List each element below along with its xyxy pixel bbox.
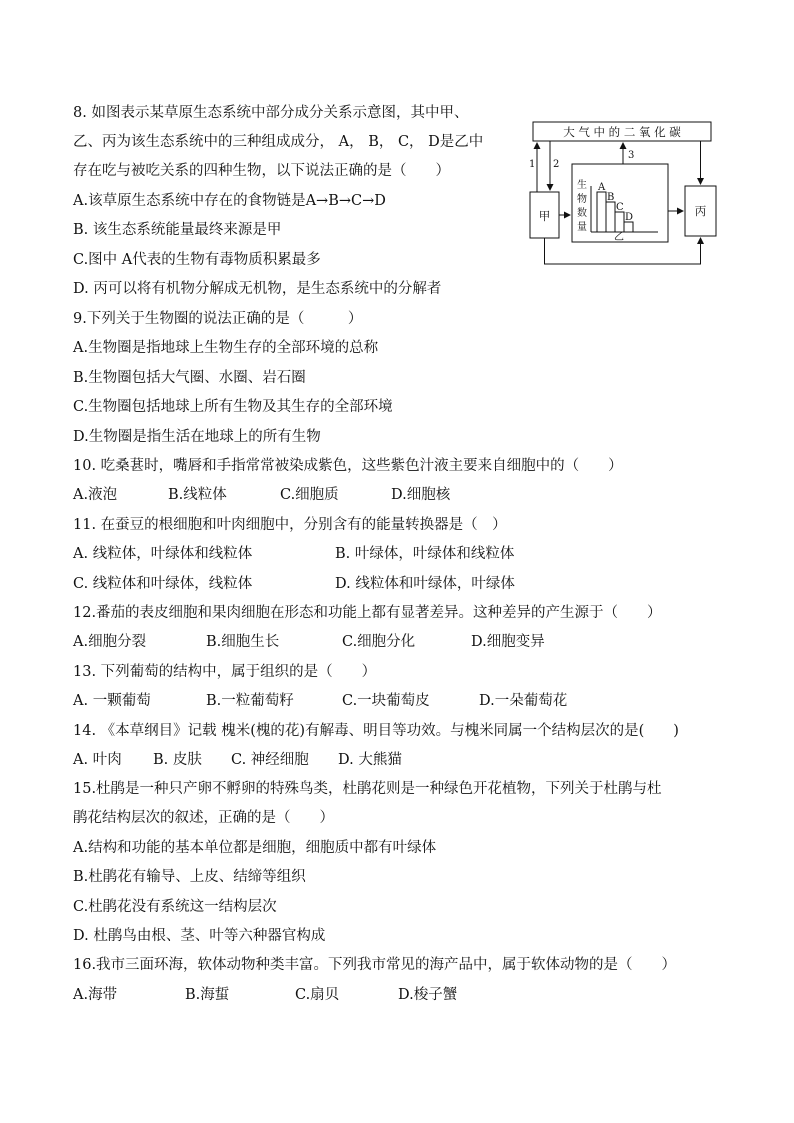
q13-option-a: A. 一颗葡萄 <box>73 693 151 709</box>
q14-option-c: C. 神经细胞 <box>231 752 309 768</box>
arrow-3-num: 3 <box>628 150 635 161</box>
bar-D <box>624 222 633 232</box>
q14-option-d: D. 大熊猫 <box>338 752 402 768</box>
q12-option-a: A.细胞分裂 <box>73 634 147 650</box>
q13-option-c: C.一块葡萄皮 <box>342 693 430 709</box>
q15-stem-line-1: 15.杜鹃是一种只产卵不孵卵的特殊鸟类，杜鹃花则是一种绿色开花植物，下列关于杜鹃与杜 <box>73 781 662 797</box>
q10-stem: 10. 吃桑葚时，嘴唇和手指常常被染成紫色，这些紫色汁液主要来自细胞中的（ ） <box>73 458 623 474</box>
q11-option-c: C. 线粒体和叶绿体，线粒体 <box>73 576 253 592</box>
q16-option-a: A.海带 <box>73 987 118 1003</box>
ylabel-char-3: 数 <box>577 208 587 219</box>
q13-option-b: B.一粒葡萄籽 <box>206 693 294 709</box>
q9-option-a: A.生物圈是指地球上生物生存的全部环境的总称 <box>73 340 379 356</box>
bing-label: 丙 <box>694 204 707 218</box>
q16-option-b: B.海蜇 <box>185 987 230 1003</box>
bar-label-A: A <box>598 182 606 193</box>
ylabel-char-4: 量 <box>577 222 587 233</box>
q8-option-b: B. 该生态系统能量最终来源是甲 <box>73 222 282 238</box>
ecosystem-diagram <box>520 118 720 270</box>
q16-option-c: C.扇贝 <box>295 987 340 1003</box>
q16-option-d: D.梭子蟹 <box>398 987 458 1003</box>
bar-label-D: D <box>625 212 634 223</box>
q8-stem-line-1: 8. 如图表示某草原生态系统中部分成分关系示意图，其中甲、 <box>73 105 469 121</box>
q15-stem-line-2: 鹃花结构层次的叙述，正确的是（ ） <box>73 810 334 826</box>
q16-stem: 16.我市三面环海，软体动物种类丰富。下列我市常见的海产品中，属于软体动物的是（ ） <box>73 957 677 973</box>
co2-label: 大 气 中 的 二 氧 化 碳 <box>563 125 681 139</box>
q11-option-a: A. 线粒体，叶绿体和线粒体 <box>73 546 253 562</box>
q8-option-c: C.图中 A代表的生物有毒物质积累最多 <box>73 252 321 268</box>
q11-option-b: B. 叶绿体，叶绿体和线粒体 <box>335 546 515 562</box>
arrow-1-num: 1 <box>529 159 536 170</box>
q10-option-a: A.液泡 <box>73 487 118 503</box>
q9-option-b: B.生物圈包括大气圈、水圈、岩石圈 <box>73 370 306 386</box>
q10-option-b: B.线粒体 <box>168 487 227 503</box>
q9-option-c: C.生物圈包括地球上所有生物及其生存的全部环境 <box>73 399 393 415</box>
bar-label-B: B <box>607 192 615 203</box>
ylabel-char-1: 生 <box>577 180 587 191</box>
q13-stem: 13. 下列葡萄的结构中，属于组织的是（ ） <box>73 664 377 680</box>
bar-C <box>615 212 624 232</box>
q12-option-d: D.细胞变异 <box>471 634 545 650</box>
q15-option-d: D. 杜鹃鸟由根、茎、叶等六种器官构成 <box>73 928 326 944</box>
q14-option-a: A. 叶肉 <box>73 752 122 768</box>
q10-option-c: C.细胞质 <box>280 487 339 503</box>
q13-option-d: D.一朵葡萄花 <box>479 693 568 709</box>
q11-option-d: D. 线粒体和叶绿体，叶绿体 <box>335 576 515 592</box>
q12-option-b: B.细胞生长 <box>206 634 280 650</box>
bar-A <box>597 192 606 232</box>
q14-stem: 14. 《本草纲目》记载 槐米(槐的花)有解毒、明目等功效。与槐米同属一个结构层次的是( ) <box>73 723 679 739</box>
q12-option-c: C.细胞分化 <box>342 634 416 650</box>
q15-option-c: C.杜鹃花没有系统这一结构层次 <box>73 899 277 915</box>
q8-stem-line-2: 乙、丙为该生态系统中的三种组成成分， A， B， C， D是乙中 <box>73 134 484 150</box>
q14-option-b: B. 皮肤 <box>153 752 202 768</box>
q15-option-a: A.结构和功能的基本单位都是细胞，细胞质中都有叶绿体 <box>73 840 437 856</box>
q8-option-a: A.该草原生态系统中存在的食物链是A→B→C→D <box>73 193 386 209</box>
q9-option-d: D.生物圈是指生活在地球上的所有生物 <box>73 429 321 445</box>
q11-stem: 11. 在蚕豆的根细胞和叶肉细胞中，分别含有的能量转换器是（ ） <box>73 517 507 533</box>
q9-stem: 9.下列关于生物圈的说法正确的是（ ） <box>73 311 363 327</box>
yi-label: 乙 <box>614 232 624 243</box>
arrow-2-num: 2 <box>553 159 560 170</box>
bar-label-C: C <box>616 202 624 213</box>
jia-label: 甲 <box>538 209 551 223</box>
q8-option-d: D. 丙可以将有机物分解成无机物，是生态系统中的分解者 <box>73 281 442 297</box>
q12-stem: 12.番茄的表皮细胞和果肉细胞在形态和功能上都有显著差异。这种差异的产生源于（ ） <box>73 605 662 621</box>
ylabel-char-2: 物 <box>577 194 587 205</box>
bar-B <box>606 202 615 232</box>
q15-option-b: B.杜鹃花有输导、上皮、结缔等组织 <box>73 869 306 885</box>
q10-option-d: D.细胞核 <box>391 487 451 503</box>
q8-stem-line-3: 存在吃与被吃关系的四种生物，以下说法正确的是（ ） <box>73 163 450 179</box>
